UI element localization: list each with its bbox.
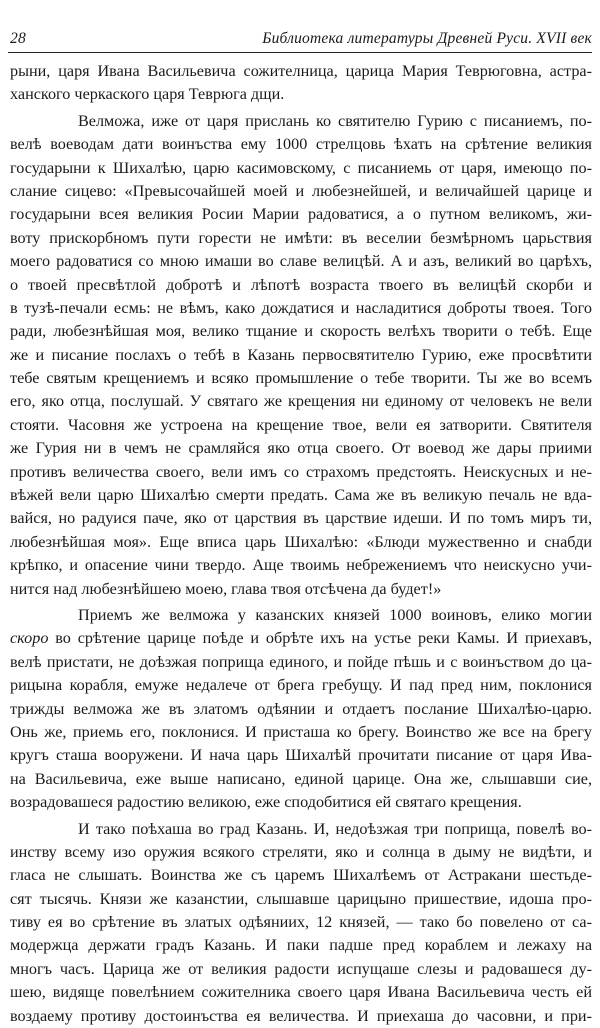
italic-word: скоро <box>10 629 49 648</box>
text-line: моего радоватися со мною имаши во славе велицѣй. А и азъ, великий во царѣхъ, <box>10 252 592 271</box>
text-line: ханского черкаского царя Теврюга дщи. <box>10 85 285 104</box>
text-line: же и писание послахъ о тебѣ в Казань первосвятителю Гурию, еже просвѣтити <box>10 345 592 364</box>
text-line: противъ величества своего, вели имъ со страхомъ предстоять. Неискусных и не- <box>10 462 592 481</box>
text-line: тебе святым крещениемъ и всяко промышление о тебе творити. Ты же во всемъ <box>10 369 592 388</box>
text-line: стояти. Часовня же устроена на крещение твое, вели ея затворити. Святителя <box>10 415 592 434</box>
text-line: Велможа, иже от царя прислань ко святителю Гурию с писаниемъ, по- <box>78 111 592 130</box>
running-title: Библиотека литературы Древней Руси. XVII век <box>262 30 592 47</box>
text-line: рыни, царя Ивана Васильевича сожителница, царица Мария Теврюговна, астра- <box>10 62 592 80</box>
text-line: модержца держати градъ Казань. И паки падше пред кораблем и лежаху на <box>10 936 592 955</box>
header-rule <box>8 52 592 53</box>
text-line: рицына корабля, емуже недалече от брега гребущу. И пад пред ним, поклонися <box>10 676 592 695</box>
text-line: скоро во срѣтение царице поѣде и обрѣте ихъ на устье реки Камы. И приехавъ, <box>10 629 592 648</box>
text-line: гласа не слышать. Воинства же съ царемъ Шихалѣемъ от Астракани шестьде- <box>10 866 592 885</box>
text-line: слание сицево: «Превысочайшей моей и любезнейшей, и величайшей царице и <box>10 181 592 200</box>
text-line: вѣжей вели царю Шихалѣю смерти предать. Сама же въ великую печаль не вда- <box>10 486 592 505</box>
text-line: многъ часъ. Царица же от великия радости испущаше слезы и радовашеся ду- <box>10 959 592 978</box>
text-line: И тако поѣхаша во град Казань. И, недоѣзжая три поприща, повелѣ во- <box>78 819 592 838</box>
text-line: воту прискорбномъ пути горести не имѣти: въ веселии безмѣрномъ царьствия <box>10 228 592 247</box>
text-line: кругъ сташа вооружени. И нача царь Шихалѣй прочитати писание от царя Ива- <box>10 746 592 765</box>
text-line: шею, видяще повелѣнием сожителника своего царя Ивана Васильевича честь ей <box>10 983 592 1002</box>
text-line: вайся, но радуися паче, яко от царствия въ царствие идеши. И по томъ миръ ти, <box>10 509 592 528</box>
text-line: нится над любезнѣйшею моею, глава твоя отсѣчена да будет!» <box>10 579 442 598</box>
text-line: велѣ пристати, не доѣзжая поприща единого, и пойде пѣшь и с воинъством до ца- <box>10 652 592 671</box>
text-line: любезнѣйшая моя». Еще вписа царь Шихалѣю: «Блюди мужественно и снабди <box>10 532 592 551</box>
text-line: Приемъ же велможа у казанских князей 1000 воиновъ, елико могии <box>78 605 592 624</box>
text-line: крѣпко, и опасение чини твердо. Аще твоимь небрежениемъ что неискусно учи- <box>10 556 592 575</box>
text-body <box>10 60 592 1028</box>
text-line: Онь же, приемь его, поклонися. И присташа ко брегу. Воинство же все на брегу <box>10 722 592 741</box>
text-line: на Васильевича, еже выше написано, единой царице. Она же, слышавши сие, <box>10 769 592 788</box>
text-line: возрадовашеся радостию великою, еже сподобитися ей святаго крещения. <box>10 793 522 812</box>
text-line: инству всему изо оружия всякого стреляти, яко и солнца в дыму не видѣти, и <box>10 842 592 861</box>
text-line: трижды велможа же въ златомъ одѣянии и отдаетъ послание Шихалѣю-царю. <box>10 699 592 718</box>
text-line: сят тысячь. Князи же казанстии, слышавше царицыно пришествие, идоша про- <box>10 889 592 908</box>
text-line: велѣ воеводам дати воинъства ему 1000 стрелцовь ѣхать на срѣтение великия <box>10 135 592 154</box>
text-line: тиву ея во срѣтение въ златых одѣяниих, 12 князей, — тако бо повелено от са- <box>10 913 592 932</box>
text-line: в тузѣ-печали есмь: не вѣмъ, како дождатися и насладитися доброты твоея. Того <box>10 298 592 317</box>
text-line: о твоей пресвѣтлой добротѣ и лѣпотѣ возраста твоего въ велицѣй скорби и <box>10 275 592 294</box>
text-line: государыни всея великия Росии Марии радоватися, а о путном великомъ, жи- <box>10 205 592 224</box>
text-line: его, яко отца, послушай. У святаго же крещения ни единому от человекъ не вели <box>10 392 592 411</box>
text-line: воздаему противу достоинъства ея величества. И приехаша до часовни, и при- <box>10 1006 592 1025</box>
text-line: государыни к Шихалѣю, царю касимовскому, с писаниемь от царя, имеющо по- <box>10 158 592 177</box>
text-line: ради, любезнѣйшая моя, велико тщание и скорость велѣхъ творити о тебѣ. Еще <box>10 322 592 341</box>
text-line: же Гурия ни в чемъ не срамляйся яко отца своего. От воевод же дары приими <box>10 439 592 458</box>
page-number: 28 <box>10 30 26 47</box>
